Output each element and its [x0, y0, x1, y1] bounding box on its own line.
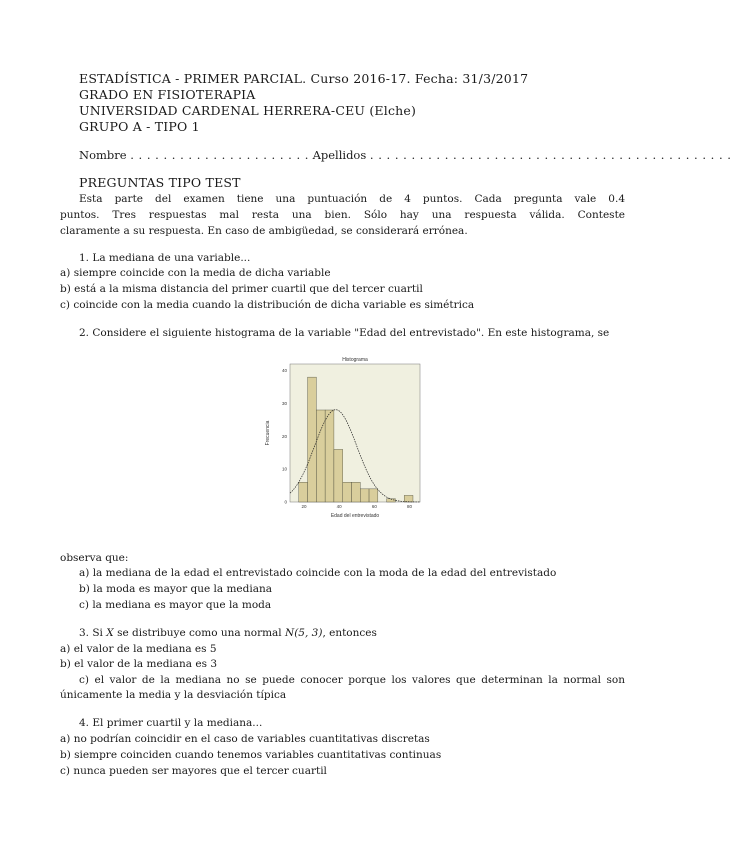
apellidos-label: Apellidos [312, 148, 367, 162]
q3-option-c-line-2[interactable]: únicamente la media y la desviación típica [60, 689, 287, 701]
q4-stem: 4. El primer cuartil y la mediana... [79, 717, 263, 729]
histogram-bar [308, 377, 317, 502]
histogram-bar [351, 482, 360, 502]
y-tick-label: 0 [284, 499, 287, 505]
q3-option-b[interactable]: b) el valor de la mediana es 3 [60, 658, 218, 670]
q3-option-a[interactable]: a) el valor de la mediana es 5 [60, 643, 217, 655]
intro-line-1: Esta parte del examen tiene una puntuación de 4 puntos. Cada pregunta vale 0.4 [79, 193, 625, 205]
q3-distribution: N(5, 3) [285, 627, 323, 639]
q2-option-b[interactable]: b) la moda es mayor que la mediana [79, 583, 272, 595]
q1-option-b[interactable]: b) está a la misma distancia del primer cuartil que del tercer cuartil [60, 283, 423, 295]
q3-stem-mid: se distribuye como una normal [113, 627, 286, 639]
x-tick-label: 40 [336, 504, 342, 509]
y-tick-label: 40 [281, 368, 287, 374]
x-axis-label: Edad del entrevistado [330, 513, 380, 519]
chart-title: Histograma [342, 357, 368, 363]
histogram-bar [299, 482, 308, 502]
x-tick-label: 20 [301, 504, 307, 509]
apellidos-field[interactable]: . . . . . . . . . . . . . . . . . . . . . . . . . . . . . . . . . . . . . . . . . . . . [369, 148, 731, 162]
y-tick-label: 30 [281, 400, 287, 406]
q4-option-b[interactable]: b) siempre coinciden cuando tenemos variables cuantitativas continuas [60, 749, 442, 761]
course-date: . Curso 2016-17. Fecha: 31/3/2017 [302, 71, 529, 86]
q1-option-c[interactable]: c) coincide con la media cuando la distribución de dicha variable es simétrica [60, 299, 475, 311]
university-name: UNIVERSIDAD CARDENAL HERRERA-CEU (Elche) [79, 103, 417, 118]
q1-stem: 1. La mediana de una variable... [79, 252, 251, 264]
q2-stem-continuation: observa que: [60, 552, 129, 564]
name-line [79, 148, 731, 162]
header-line-1 [79, 72, 528, 86]
q3-stem-pre: 3. Si [79, 627, 107, 639]
section-title: PREGUNTAS TIPO TEST [79, 175, 241, 190]
q4-option-c[interactable]: c) nunca pueden ser mayores que el tercer cuartil [60, 765, 327, 777]
intro-line-2: puntos. Tres respuestas mal resta una bien. Sólo hay una respuesta válida. Conteste [60, 209, 625, 221]
nombre-label: Nombre [79, 148, 127, 162]
histogram-bar [343, 482, 352, 502]
q3-stem-post: , entonces [322, 627, 377, 639]
histogram-bar [360, 489, 369, 502]
histogram-bar [334, 449, 343, 502]
x-tick-label: 60 [371, 504, 377, 509]
exam-title: ESTADÍSTICA - PRIMER PARCIAL [79, 71, 303, 86]
q3-option-c-line-1[interactable]: c) el valor de la mediana no se puede conocer porque los valores que determinan la normal son [79, 674, 625, 686]
q3-variable: X [106, 627, 114, 639]
histogram-bar [325, 410, 334, 502]
intro-line-3: claramente a su respuesta. En caso de ambigüedad, se considerará errónea. [60, 225, 468, 237]
q4-option-a[interactable]: a) no podrían coincidir en el caso de variables cuantitativas discretas [60, 733, 430, 745]
degree-name: GRADO EN FISIOTERAPIA [79, 87, 256, 102]
q3-stem [79, 626, 377, 640]
y-tick-label: 20 [281, 433, 287, 439]
q2-stem: 2. Considere el siguiente histograma de la variable "Edad del entrevistado". En este histograma, se [79, 327, 610, 339]
y-tick-label: 10 [281, 466, 287, 472]
histogram-bar [369, 489, 378, 502]
histogram-bar [404, 495, 413, 502]
q2-option-c[interactable]: c) la mediana es mayor que la moda [79, 599, 272, 611]
y-axis-label: Frecuencia [265, 420, 271, 446]
q1-option-a[interactable]: a) siempre coincide con la media de dicha variable [60, 267, 331, 279]
x-tick-label: 80 [406, 504, 412, 509]
q2-option-a[interactable]: a) la mediana de la edad el entrevistado coincide con la moda de la edad del entrevistado [79, 567, 557, 579]
nombre-field[interactable]: . . . . . . . . . . . . . . . . . . . . . . [130, 148, 309, 162]
histogram-chart [260, 352, 426, 522]
group-type: GRUPO A - TIPO 1 [79, 119, 200, 134]
